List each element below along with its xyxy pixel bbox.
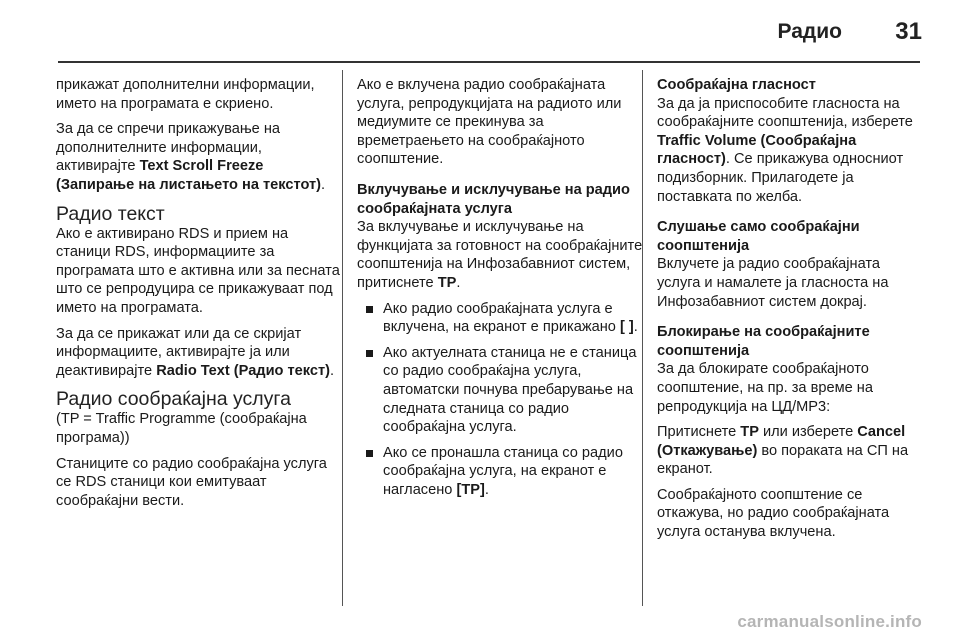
paragraph: Ако е вклучена радио сообраќајната услуга, репродукцијата на радиото или медиумите се прекинува за времетраењето на сообраќајното соопштение. <box>357 77 622 168</box>
paragraph <box>657 423 927 479</box>
paragraph: Сообраќајното соопштение се откажува, но радио сообраќајната услуга останува вклучена. <box>657 486 890 541</box>
list-item <box>357 444 649 500</box>
paragraph: Вклучете ја радио сообраќајната услуга и намалете ја гласноста на Инфозабавниот систем докрај. <box>657 256 889 310</box>
text: Притиснете <box>657 424 741 441</box>
text: . Се прикажува односниот подизборник. Прилагодете ја поставката по желба. <box>657 151 904 205</box>
text: . <box>321 176 326 193</box>
page-header <box>0 0 960 58</box>
text: Ако актуелната станица не е станица со радио сообраќајна услуга, автоматски почнува пребарување на следната станица со радио сообраќајна услуга. <box>383 344 637 436</box>
page-number: 31 <box>895 18 922 45</box>
subheading-traffic-volume: Сообраќајна гласност <box>657 77 816 93</box>
menu-label-traffic-volume: Traffic Volume (Сообраќајна гласност) <box>657 132 857 168</box>
subheading-block-announcements: Блокирање на сообраќајните соопштенија <box>657 324 870 359</box>
column-2 <box>357 76 649 506</box>
paragraph <box>657 95 927 207</box>
text: Ако се пронашла станица со радио сообраќајна услуга, на екранот е нагласено <box>383 444 623 498</box>
paragraph <box>56 120 344 194</box>
menu-label-radio-text: Radio Text (Радио текст) <box>156 362 331 379</box>
menu-label-text-scroll-freeze: Text Scroll Freeze (Запирање на листањето на текстот) <box>56 158 322 193</box>
list-item <box>357 344 649 437</box>
button-label-tp: TP <box>740 424 759 441</box>
paragraph: За да блокирате сообраќајното соопштение, на пр. за време на репродукција на ЦД/MP3: <box>657 361 873 415</box>
bullet-square-icon <box>366 306 373 313</box>
page-title: Радио <box>777 20 842 43</box>
text: За вклучување и исклучување на функцијата за готовност на сообраќајните соопштенија на Инфозабавниот систем, притиснете <box>357 219 643 291</box>
section-heading-radio-text: Радио текст <box>56 202 165 225</box>
text: За да се прикажат или да се скријат информациите, активирајте ја или деактивирајте <box>56 325 302 379</box>
display-indicator-tp: [TP] <box>456 481 485 498</box>
button-label-tp: TP <box>437 274 457 291</box>
list-item <box>357 300 649 337</box>
text: во пораката на СП на екранот. <box>657 442 909 478</box>
bullet-list <box>357 300 649 500</box>
text: . <box>633 319 638 336</box>
bullet-square-icon <box>366 450 373 457</box>
paragraph: Ако е активирано RDS и прием на станици RDS, информациите за програмата што е активна или за песната што се репродуцира се прикажуваат под името на програмата. <box>56 225 340 316</box>
bullet-square-icon <box>366 350 373 357</box>
header-divider <box>58 61 920 63</box>
watermark: carmanualsonline.info <box>737 612 922 631</box>
text: За да ја приспособите гласноста на сообраќајните соопштенија, изберете <box>657 95 913 131</box>
paragraph <box>56 325 344 381</box>
section-heading-traffic-service: Радио сообраќајна услуга <box>56 388 291 411</box>
paragraph <box>357 218 649 292</box>
text: или изберете <box>758 424 858 441</box>
column-3 <box>657 76 927 549</box>
text: Ако радио сообраќајната услуга е вклучена, на екранот е прикажано <box>383 300 620 336</box>
paragraph: прикажат дополнителни информации, името на програмата е скриено. <box>56 77 315 112</box>
paragraph: Станиците со радио сообраќајна услуга се RDS станици кои емитуваат сообраќајни вести. <box>56 455 327 509</box>
text: За да се спречи прикажувањe на дополнителните информации, активирајте <box>56 121 281 175</box>
text: . <box>330 362 335 379</box>
menu-label-cancel: Cancel (Откажување) <box>657 424 906 459</box>
subheading-toggle-traffic: Вклучување и исклучување на радио сообраќајната услуга <box>357 181 630 217</box>
column-1 <box>56 76 344 517</box>
paragraph: (TP = Traffic Programme (сообраќајна програма)) <box>56 411 307 446</box>
subheading-traffic-only: Слушање само сообраќајни соопштенија <box>657 219 860 254</box>
text: . <box>456 274 461 291</box>
display-indicator: [ ] <box>619 319 634 336</box>
text: . <box>484 481 489 498</box>
